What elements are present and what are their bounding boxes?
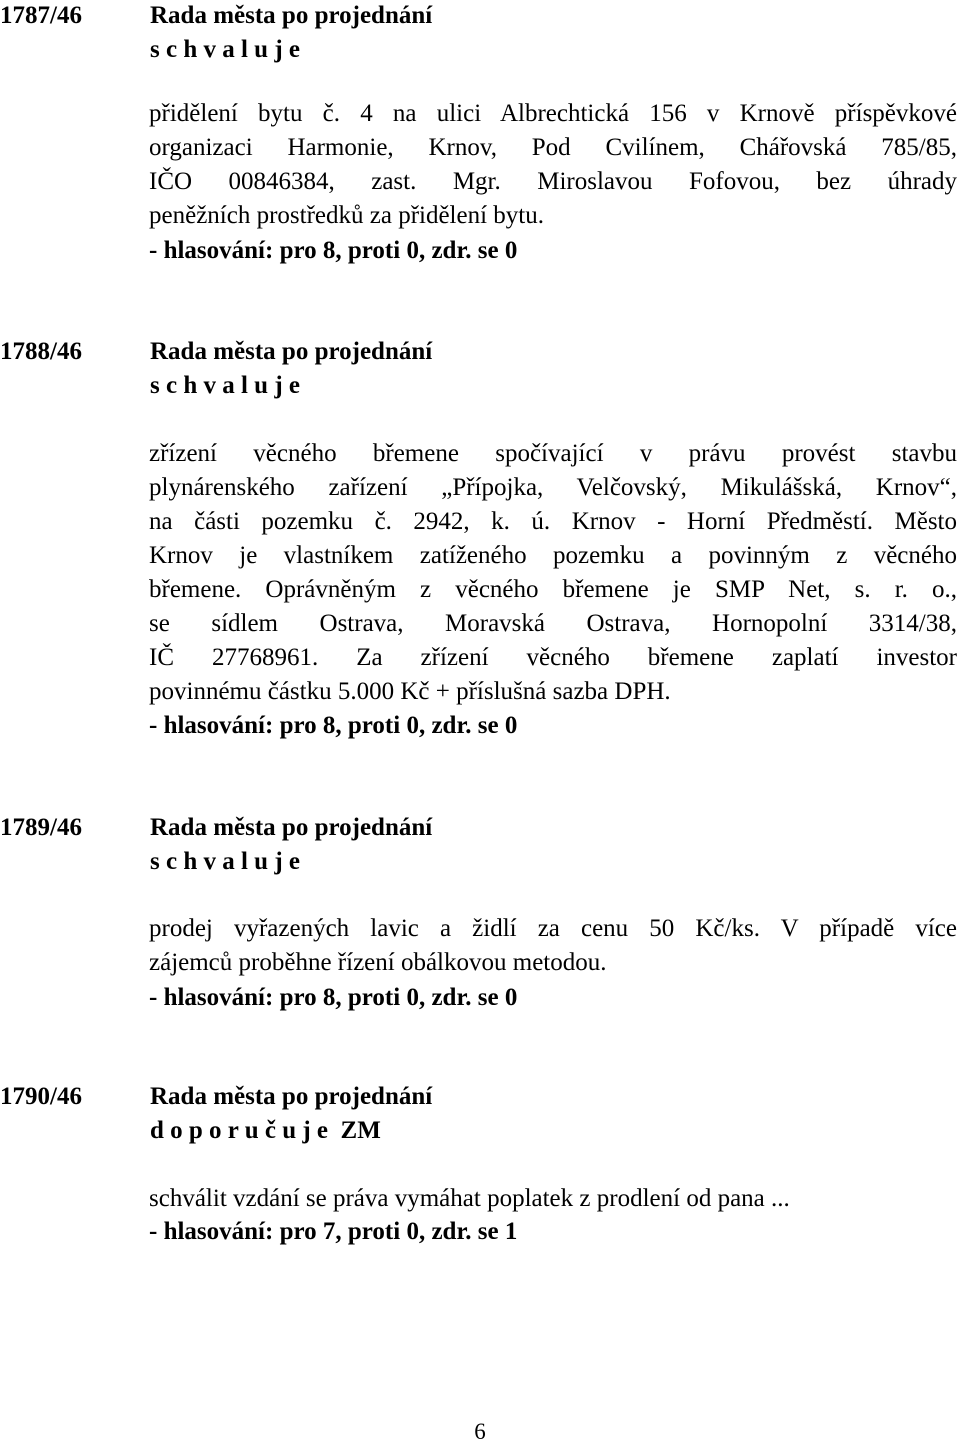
- vote-result: - hlasování: pro 7, proti 0, zdr. se 1: [149, 1218, 518, 1245]
- resolution-verb: d o p o r u č u j e ZM: [150, 1117, 381, 1144]
- resolution-heading: Rada města po projednání: [150, 2, 433, 29]
- body-line: plynárenského zařízení „Přípojka, Velčovský, Mikulášská, Krnov“,: [149, 474, 957, 501]
- resolution-body: [149, 97, 957, 233]
- body-line: povinnému částku 5.000 Kč + příslušná sazba DPH.: [149, 678, 671, 705]
- body-line: zřízení věcného břemene spočívající v právu provést stavbu: [149, 440, 957, 467]
- body-line: schválit vzdání se práva vymáhat poplatek z prodlení od pana ...: [149, 1185, 790, 1212]
- vote-result: - hlasování: pro 8, proti 0, zdr. se 0: [149, 984, 518, 1011]
- body-line: IČ 27768961. Za zřízení věcného břemene zaplatí investor: [149, 644, 957, 671]
- resolution-heading: Rada města po projednání: [150, 1083, 433, 1110]
- body-line: zájemců proběhne řízení obálkovou metodou.: [149, 949, 607, 976]
- resolution-verb: s c h v a l u j e: [150, 36, 300, 63]
- body-line: se sídlem Ostrava, Moravská Ostrava, Hornopolní 3314/38,: [149, 610, 957, 637]
- resolution-verb: s c h v a l u j e: [150, 848, 300, 875]
- resolution-number: 1790/46: [0, 1083, 82, 1110]
- body-line: břemene. Oprávněným z věcného břemene je SMP Net, s. r. o.,: [149, 576, 957, 603]
- resolution-1787: [0, 0, 960, 270]
- resolution-heading: Rada města po projednání: [150, 338, 433, 365]
- resolution-1789: [0, 812, 960, 1017]
- vote-result: - hlasování: pro 8, proti 0, zdr. se 0: [149, 237, 518, 264]
- resolution-number: 1787/46: [0, 2, 82, 29]
- body-line: Krnov je vlastníkem zatíženého pozemku a povinným z věcného: [149, 542, 957, 569]
- body-line: IČO 00846384, zast. Mgr. Miroslavou Fofovou, bez úhrady: [149, 168, 957, 195]
- body-line: přidělení bytu č. 4 na ulici Albrechtická 156 v Krnově příspěvkové: [149, 100, 957, 127]
- resolution-body: [149, 912, 957, 980]
- resolution-1790: [0, 1081, 960, 1251]
- resolution-number: 1788/46: [0, 338, 82, 365]
- body-line: na části pozemku č. 2942, k. ú. Krnov - Horní Předměstí. Město: [149, 508, 957, 535]
- resolution-body: [149, 437, 957, 709]
- page-number: 6: [474, 1419, 486, 1444]
- resolution-1788: [0, 336, 960, 746]
- resolution-heading: Rada města po projednání: [150, 814, 433, 841]
- body-line: prodej vyřazených lavic a židlí za cenu 50 Kč/ks. V případě více: [149, 915, 957, 942]
- resolution-body: [149, 1182, 957, 1216]
- resolution-number: 1789/46: [0, 814, 82, 841]
- vote-result: - hlasování: pro 8, proti 0, zdr. se 0: [149, 712, 518, 739]
- body-line: peněžních prostředků za přidělení bytu.: [149, 202, 544, 229]
- body-line: organizaci Harmonie, Krnov, Pod Cvilínem, Chářovská 785/85,: [149, 134, 957, 161]
- resolution-verb: s c h v a l u j e: [150, 372, 300, 399]
